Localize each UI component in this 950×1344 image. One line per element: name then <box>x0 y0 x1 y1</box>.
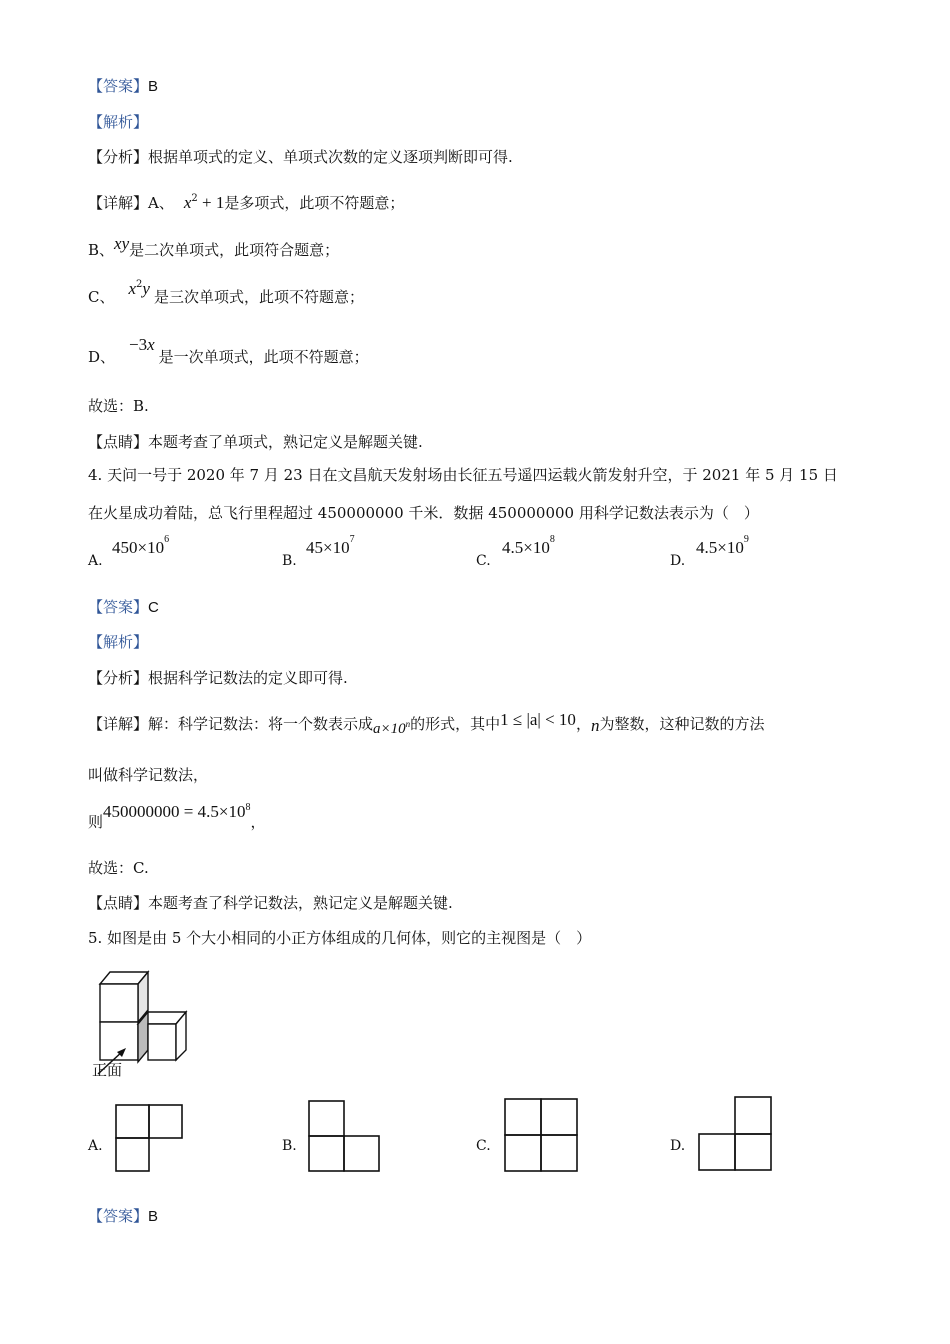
q4-dianjing: 【点睛】本题考查了科学记数法，熟记定义是解题关键. <box>88 894 453 912</box>
q3-choose: 故选：B. <box>88 397 149 415</box>
q4-option-b-math: $45\times 10^7$ <box>306 534 355 557</box>
q4-option-d-label: D. <box>670 553 686 569</box>
q3-analysis-tag: 【解析】 <box>88 113 149 131</box>
q4-option-b-label: B. <box>282 553 297 569</box>
q5-option-c-figure <box>504 1098 578 1172</box>
q4-detail-line2: 叫做科学记数法， <box>88 766 209 784</box>
q5-option-a-figure <box>115 1104 185 1174</box>
q3-detail-c: C、 $x^2y$ 是三次单项式，此项不符题意； <box>88 279 364 306</box>
front-label: 正面 <box>92 1061 123 1079</box>
q4-fenxi: 【分析】根据科学记数法的定义即可得. <box>88 669 348 687</box>
q3-answer-line <box>88 76 158 97</box>
q3-detail-a: 【详解】A、 $x^2 + 1$是多项式，此项不符题意； <box>88 193 405 212</box>
q3-fenxi: 【分析】根据单项式的定义、单项式次数的定义逐项判断即可得. <box>88 148 513 166</box>
q5-option-b-figure <box>308 1100 380 1172</box>
q3-detail-b: B、xy是二次单项式，此项符合题意； <box>88 234 340 259</box>
q4-stem-line1: 4. 天问一号于 2020 年 7 月 23 日在文昌航天发射场由长征五号遥四运载火箭发射升空，于 2021 年 5 月 15 日 <box>88 466 838 484</box>
q4-option-d-math: $4.5\times 10^9$ <box>696 534 749 557</box>
q3-detail-d: D、−3x是一次单项式，此项不符题意； <box>88 335 369 366</box>
answer-tag: 【答案】 <box>88 77 149 95</box>
q3-dianjing: 【点睛】本题考查了单项式，熟记定义是解题关键. <box>88 433 423 451</box>
q4-answer-line: 【答案】C <box>88 598 159 616</box>
q5-option-d-label: D. <box>670 1138 686 1154</box>
q5-option-c-label: C. <box>476 1138 491 1154</box>
answer-value: B <box>148 78 159 95</box>
q4-choose: 故选：C. <box>88 859 149 877</box>
q5-option-d-figure <box>698 1096 772 1172</box>
q4-detail-line1: 【详解】解：科学记数法：将一个数表示成$a\times 10^n$的形式，其中1 ≤ |a| < 10，n为整数，这种记数的方法 <box>88 710 765 737</box>
q4-ze-line: 则$450000000 = 4.5\times 10^8$， <box>88 802 266 831</box>
q4-option-a-label: A. <box>88 553 103 569</box>
q4-option-c-math: $4.5\times 10^8$ <box>502 534 555 557</box>
q5-option-b-label: B. <box>282 1138 297 1154</box>
q4-stem-line2: 在火星成功着陆，总飞行里程超过 450000000 千米．数据 450000000 用科学记数法表示为（ ） <box>88 504 759 522</box>
q5-stem: 5. 如图是由 5 个大小相同的小正方体组成的几何体，则它的主视图是（ ） <box>88 929 592 947</box>
q4-analysis-tag: 【解析】 <box>88 633 149 651</box>
q4-option-c-label: C. <box>476 553 491 569</box>
q5-answer-line: 【答案】B <box>88 1207 159 1225</box>
q4-option-a-math: $450\times 10^6$ <box>112 534 170 557</box>
q5-option-a-label: A. <box>88 1138 103 1154</box>
